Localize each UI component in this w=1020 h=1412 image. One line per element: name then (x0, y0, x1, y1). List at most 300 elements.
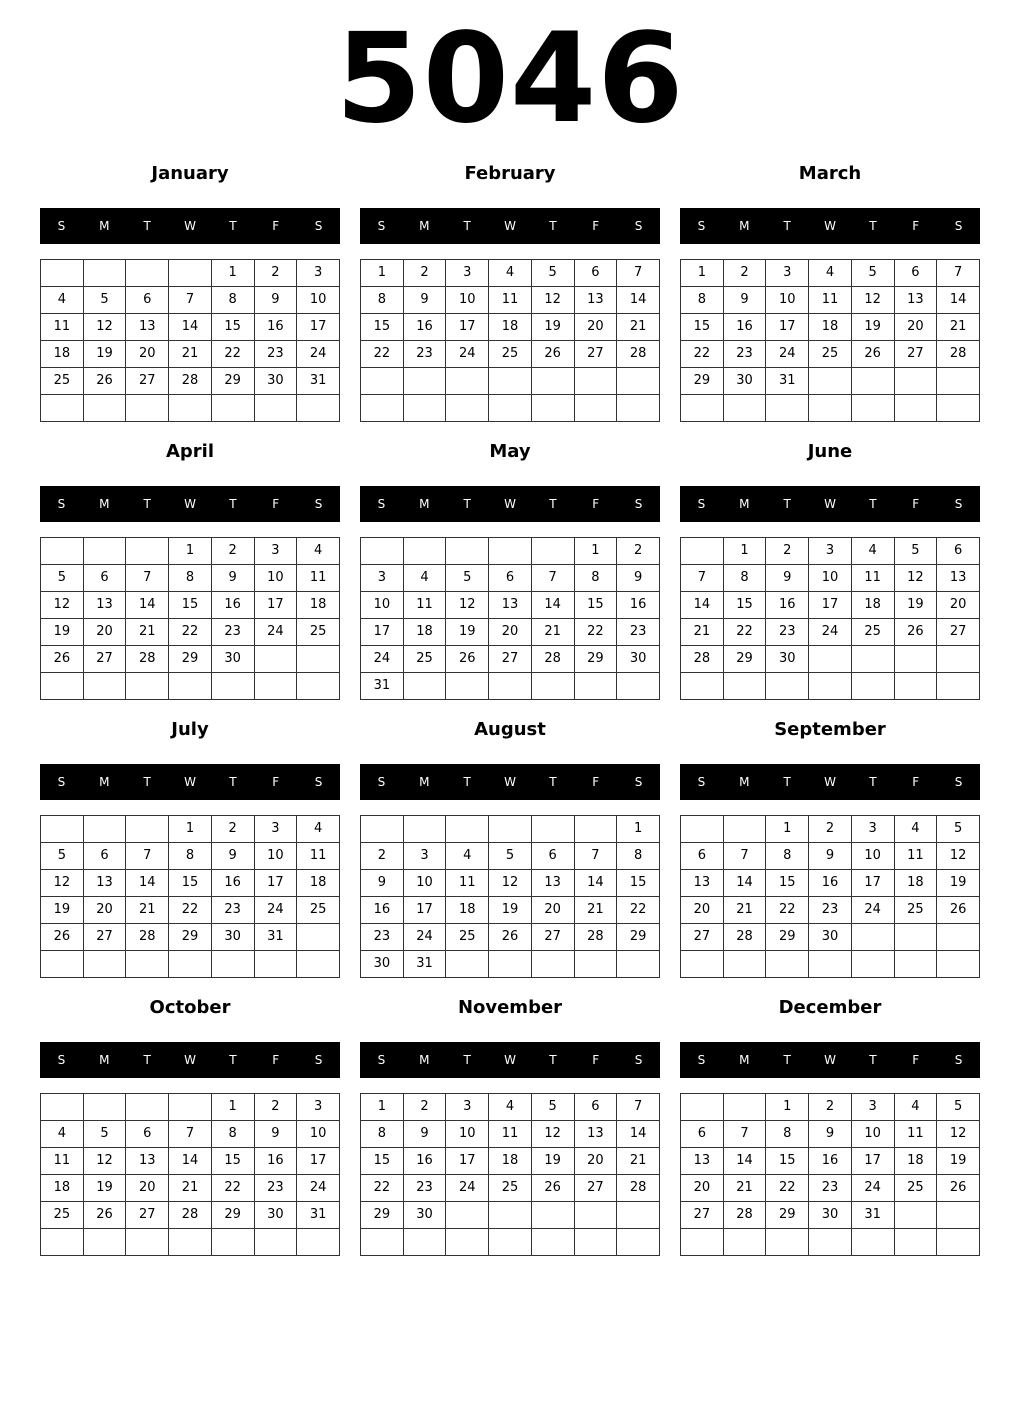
weekday-label: M (419, 1053, 430, 1067)
day-cell: 27 (489, 646, 532, 673)
day-cell: 25 (41, 368, 84, 395)
day-cell: 31 (851, 1202, 894, 1229)
day-cell: 28 (126, 924, 169, 951)
day-cell: 24 (766, 341, 809, 368)
empty-cell (403, 1229, 446, 1256)
day-cell: 25 (297, 897, 340, 924)
empty-cell (937, 924, 980, 951)
day-cell: 27 (83, 924, 126, 951)
weekday-label: S (377, 219, 386, 233)
day-cell: 20 (681, 897, 724, 924)
day-cell: 26 (894, 619, 937, 646)
day-cell: 15 (211, 1148, 254, 1175)
day-cell: 25 (297, 619, 340, 646)
day-cell: 20 (574, 314, 617, 341)
day-cell: 4 (41, 287, 84, 314)
day-cell: 15 (574, 592, 617, 619)
weekday-label: T (869, 219, 877, 233)
day-cell: 2 (254, 1094, 297, 1121)
weekday-header (40, 1042, 340, 1078)
empty-cell (41, 951, 84, 978)
day-cell: 10 (851, 1121, 894, 1148)
weekday-label: W (824, 497, 836, 511)
day-cell: 30 (723, 368, 766, 395)
day-cell: 14 (723, 870, 766, 897)
empty-cell (83, 260, 126, 287)
empty-cell (297, 1229, 340, 1256)
day-cell: 27 (83, 646, 126, 673)
day-cell: 24 (446, 341, 489, 368)
empty-cell (41, 538, 84, 565)
week-row (681, 1148, 980, 1175)
day-cell: 4 (297, 538, 340, 565)
empty-cell (211, 395, 254, 422)
week-row (41, 1121, 340, 1148)
month-name: July (171, 719, 209, 740)
weekday-label: S (954, 1053, 963, 1067)
day-cell: 29 (617, 924, 660, 951)
week-row (361, 1094, 660, 1121)
day-cell: 10 (766, 287, 809, 314)
day-cell: 13 (681, 870, 724, 897)
day-cell: 9 (617, 565, 660, 592)
weekday-label: M (739, 219, 750, 233)
empty-cell (446, 816, 489, 843)
empty-cell (851, 924, 894, 951)
day-cell: 19 (937, 870, 980, 897)
empty-cell (851, 673, 894, 700)
empty-cell (937, 368, 980, 395)
weekday-label: W (184, 775, 196, 789)
empty-cell (894, 646, 937, 673)
day-cell: 14 (531, 592, 574, 619)
day-cell: 8 (766, 843, 809, 870)
weekday-label: W (184, 497, 196, 511)
day-cell: 7 (574, 843, 617, 870)
day-cell: 2 (809, 1094, 852, 1121)
empty-cell (169, 1094, 212, 1121)
day-cell: 21 (681, 619, 724, 646)
day-cell: 6 (894, 260, 937, 287)
day-cell: 7 (617, 260, 660, 287)
weekday-label: S (57, 1053, 66, 1067)
empty-cell (297, 673, 340, 700)
day-cell: 22 (211, 1175, 254, 1202)
day-cell: 8 (766, 1121, 809, 1148)
day-cell: 4 (403, 565, 446, 592)
empty-cell (723, 395, 766, 422)
weekday-header (40, 764, 340, 800)
day-cell: 23 (723, 341, 766, 368)
empty-cell (403, 538, 446, 565)
day-cell: 9 (361, 870, 404, 897)
day-cell: 25 (446, 924, 489, 951)
day-cell: 13 (126, 1148, 169, 1175)
day-cell: 1 (169, 538, 212, 565)
day-cell: 20 (126, 341, 169, 368)
day-cell: 16 (211, 592, 254, 619)
weekday-label: T (783, 497, 791, 511)
day-cell: 2 (254, 260, 297, 287)
day-cell: 26 (851, 341, 894, 368)
empty-cell (211, 1229, 254, 1256)
weekday-header (360, 1042, 660, 1078)
empty-cell (809, 673, 852, 700)
empty-cell (126, 1229, 169, 1256)
empty-cell (617, 951, 660, 978)
day-cell: 21 (617, 1148, 660, 1175)
week-row (681, 897, 980, 924)
day-cell: 22 (574, 619, 617, 646)
weekday-label: T (783, 1053, 791, 1067)
weekday-label: T (869, 775, 877, 789)
day-cell: 24 (403, 924, 446, 951)
day-cell: 8 (361, 1121, 404, 1148)
weekday-label: S (634, 219, 643, 233)
day-cell: 3 (403, 843, 446, 870)
empty-cell (297, 951, 340, 978)
day-grid (40, 1093, 340, 1256)
day-grid (680, 1093, 980, 1256)
day-cell: 28 (574, 924, 617, 951)
empty-cell (723, 816, 766, 843)
day-cell: 19 (851, 314, 894, 341)
week-row (361, 870, 660, 897)
weekday-label: T (229, 497, 237, 511)
day-cell: 3 (361, 565, 404, 592)
day-cell: 11 (403, 592, 446, 619)
day-cell: 3 (297, 1094, 340, 1121)
day-cell: 1 (723, 538, 766, 565)
day-cell: 22 (617, 897, 660, 924)
week-row (41, 395, 340, 422)
day-cell: 7 (126, 565, 169, 592)
week-row (41, 646, 340, 673)
week-row (361, 1175, 660, 1202)
week-row (41, 368, 340, 395)
day-cell: 14 (126, 592, 169, 619)
empty-cell (531, 368, 574, 395)
weekday-label: S (634, 775, 643, 789)
weekday-label: M (739, 497, 750, 511)
empty-cell (531, 538, 574, 565)
week-row (41, 1229, 340, 1256)
empty-cell (681, 395, 724, 422)
empty-cell (446, 673, 489, 700)
day-cell: 13 (937, 565, 980, 592)
week-row (41, 565, 340, 592)
empty-cell (446, 368, 489, 395)
day-cell: 14 (169, 314, 212, 341)
empty-cell (41, 673, 84, 700)
day-cell: 22 (211, 341, 254, 368)
day-cell: 18 (809, 314, 852, 341)
day-cell: 2 (211, 538, 254, 565)
day-cell: 28 (681, 646, 724, 673)
empty-cell (617, 1229, 660, 1256)
day-cell: 1 (617, 816, 660, 843)
day-cell: 8 (574, 565, 617, 592)
week-row (681, 1121, 980, 1148)
day-cell: 27 (126, 1202, 169, 1229)
empty-cell (126, 673, 169, 700)
weekday-label: S (697, 1053, 706, 1067)
day-cell: 14 (937, 287, 980, 314)
month-name: September (774, 719, 886, 740)
day-cell: 22 (766, 1175, 809, 1202)
day-cell: 8 (681, 287, 724, 314)
day-cell: 20 (937, 592, 980, 619)
empty-cell (617, 673, 660, 700)
week-row (681, 870, 980, 897)
weekday-label: T (229, 775, 237, 789)
day-cell: 23 (361, 924, 404, 951)
empty-cell (126, 260, 169, 287)
day-cell: 10 (851, 843, 894, 870)
weekday-label: S (57, 497, 66, 511)
week-row (681, 260, 980, 287)
empty-cell (254, 951, 297, 978)
day-cell: 23 (766, 619, 809, 646)
day-cell: 16 (809, 870, 852, 897)
day-cell: 23 (809, 1175, 852, 1202)
weekday-label: F (272, 1053, 280, 1067)
week-row (361, 1229, 660, 1256)
weekday-label: M (99, 219, 110, 233)
day-cell: 20 (489, 619, 532, 646)
weekday-label: F (912, 497, 920, 511)
day-cell: 10 (403, 870, 446, 897)
month-name: January (151, 163, 229, 184)
week-row (681, 341, 980, 368)
empty-cell (446, 538, 489, 565)
day-cell: 27 (574, 1175, 617, 1202)
day-cell: 5 (83, 287, 126, 314)
day-cell: 24 (809, 619, 852, 646)
day-cell: 17 (254, 870, 297, 897)
week-row (681, 924, 980, 951)
empty-cell (126, 538, 169, 565)
month-name: April (165, 441, 215, 462)
week-row (41, 951, 340, 978)
day-cell: 25 (894, 1175, 937, 1202)
empty-cell (851, 368, 894, 395)
day-cell: 18 (489, 1148, 532, 1175)
weekday-label: T (549, 219, 557, 233)
day-cell: 2 (403, 260, 446, 287)
empty-cell (361, 1229, 404, 1256)
day-cell: 7 (531, 565, 574, 592)
day-cell: 28 (617, 1175, 660, 1202)
empty-cell (254, 395, 297, 422)
day-cell: 11 (894, 843, 937, 870)
week-row (361, 924, 660, 951)
weekday-label: S (697, 775, 706, 789)
empty-cell (297, 395, 340, 422)
weekday-label: S (954, 775, 963, 789)
day-cell: 24 (297, 341, 340, 368)
day-cell: 16 (361, 897, 404, 924)
week-row (681, 619, 980, 646)
day-cell: 31 (297, 1202, 340, 1229)
day-grid (360, 1093, 660, 1256)
weekday-label: F (592, 775, 600, 789)
empty-cell (361, 816, 404, 843)
day-cell: 20 (894, 314, 937, 341)
weekday-label: T (463, 219, 471, 233)
day-cell: 30 (617, 646, 660, 673)
weekday-label: T (143, 219, 151, 233)
day-cell: 4 (446, 843, 489, 870)
day-cell: 24 (297, 1175, 340, 1202)
day-cell: 16 (254, 1148, 297, 1175)
day-cell: 30 (254, 1202, 297, 1229)
day-cell: 17 (851, 1148, 894, 1175)
empty-cell (617, 368, 660, 395)
empty-cell (531, 1229, 574, 1256)
day-cell: 3 (254, 816, 297, 843)
empty-cell (489, 368, 532, 395)
day-cell: 1 (681, 260, 724, 287)
day-cell: 25 (851, 619, 894, 646)
day-cell: 7 (617, 1094, 660, 1121)
week-row (681, 565, 980, 592)
week-row (681, 646, 980, 673)
weekday-header (680, 1042, 980, 1078)
day-cell: 6 (83, 565, 126, 592)
week-row (41, 897, 340, 924)
empty-cell (169, 260, 212, 287)
day-grid (360, 537, 660, 700)
day-cell: 23 (809, 897, 852, 924)
weekday-label: W (504, 497, 516, 511)
day-cell: 2 (617, 538, 660, 565)
day-cell: 27 (681, 924, 724, 951)
empty-cell (83, 816, 126, 843)
month-name: October (149, 997, 231, 1018)
empty-cell (83, 951, 126, 978)
day-cell: 23 (254, 341, 297, 368)
day-cell: 21 (723, 897, 766, 924)
day-cell: 31 (766, 368, 809, 395)
weekday-label: M (419, 219, 430, 233)
day-cell: 16 (809, 1148, 852, 1175)
day-cell: 14 (574, 870, 617, 897)
week-row (361, 1148, 660, 1175)
day-cell: 19 (83, 341, 126, 368)
day-cell: 6 (83, 843, 126, 870)
day-cell: 15 (723, 592, 766, 619)
day-cell: 22 (681, 341, 724, 368)
empty-cell (894, 368, 937, 395)
day-cell: 22 (361, 1175, 404, 1202)
day-cell: 22 (361, 341, 404, 368)
day-cell: 20 (83, 619, 126, 646)
day-cell: 9 (403, 287, 446, 314)
day-cell: 29 (169, 646, 212, 673)
day-cell: 19 (894, 592, 937, 619)
empty-cell (809, 1229, 852, 1256)
empty-cell (937, 951, 980, 978)
day-cell: 30 (403, 1202, 446, 1229)
day-cell: 28 (723, 1202, 766, 1229)
empty-cell (41, 395, 84, 422)
day-cell: 27 (681, 1202, 724, 1229)
empty-cell (937, 673, 980, 700)
day-cell: 21 (574, 897, 617, 924)
empty-cell (41, 816, 84, 843)
empty-cell (211, 951, 254, 978)
weekday-label: F (272, 219, 280, 233)
empty-cell (851, 395, 894, 422)
day-cell: 17 (361, 619, 404, 646)
empty-cell (681, 816, 724, 843)
weekday-label: T (143, 497, 151, 511)
week-row (681, 314, 980, 341)
empty-cell (894, 924, 937, 951)
day-cell: 12 (83, 1148, 126, 1175)
day-cell: 21 (531, 619, 574, 646)
day-cell: 14 (617, 1121, 660, 1148)
day-cell: 4 (489, 1094, 532, 1121)
empty-cell (766, 673, 809, 700)
day-cell: 12 (531, 1121, 574, 1148)
weekday-label: S (314, 775, 323, 789)
day-cell: 16 (403, 1148, 446, 1175)
empty-cell (41, 1094, 84, 1121)
day-cell: 18 (489, 314, 532, 341)
day-cell: 13 (489, 592, 532, 619)
day-cell: 19 (937, 1148, 980, 1175)
day-cell: 18 (297, 592, 340, 619)
week-row (681, 592, 980, 619)
empty-cell (723, 1094, 766, 1121)
empty-cell (574, 395, 617, 422)
day-cell: 11 (41, 314, 84, 341)
day-cell: 25 (489, 341, 532, 368)
weekday-label: W (504, 1053, 516, 1067)
day-cell: 13 (681, 1148, 724, 1175)
day-cell: 26 (937, 897, 980, 924)
day-cell: 29 (169, 924, 212, 951)
day-cell: 5 (851, 260, 894, 287)
day-cell: 17 (297, 1148, 340, 1175)
weekday-label: S (697, 219, 706, 233)
weekday-label: T (229, 1053, 237, 1067)
weekday-label: M (99, 1053, 110, 1067)
weekday-label: W (504, 219, 516, 233)
empty-cell (809, 951, 852, 978)
week-row (41, 673, 340, 700)
empty-cell (254, 673, 297, 700)
day-cell: 5 (937, 1094, 980, 1121)
empty-cell (489, 538, 532, 565)
day-cell: 3 (766, 260, 809, 287)
weekday-label: T (869, 497, 877, 511)
empty-cell (489, 673, 532, 700)
empty-cell (446, 951, 489, 978)
day-cell: 23 (211, 897, 254, 924)
day-cell: 6 (574, 260, 617, 287)
weekday-label: S (314, 219, 323, 233)
day-cell: 23 (403, 341, 446, 368)
day-cell: 13 (126, 314, 169, 341)
day-cell: 13 (531, 870, 574, 897)
weekday-header (360, 764, 660, 800)
day-cell: 31 (297, 368, 340, 395)
day-cell: 29 (723, 646, 766, 673)
weekday-label: W (184, 219, 196, 233)
